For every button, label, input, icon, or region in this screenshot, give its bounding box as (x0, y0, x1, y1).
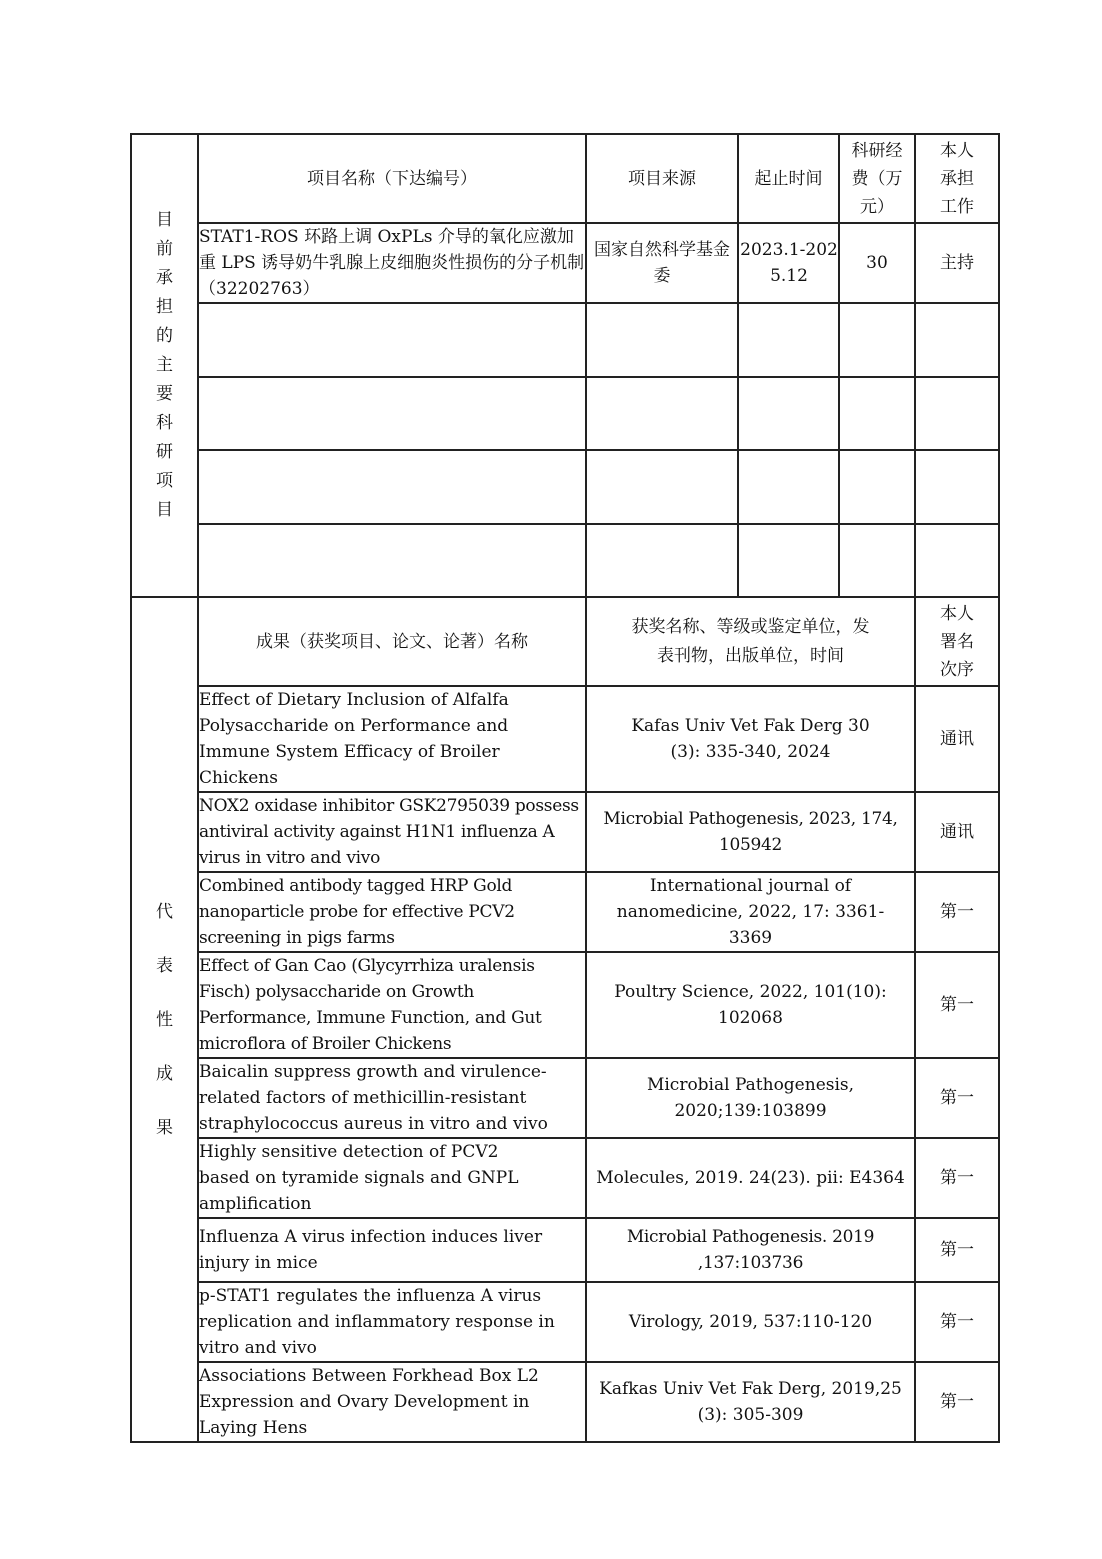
form-table (130, 133, 1000, 1443)
achievement-title: Baicalin suppress growth and virulence-related factors of methicillin-resistant straphylococcus aureus in vitro and vivo (198, 1058, 586, 1138)
achievement-publication: Virology, 2019, 537:110-120 (586, 1282, 915, 1362)
table-row (131, 952, 999, 1058)
achievement-author-order: 第一 (915, 1218, 999, 1282)
table-row (131, 223, 999, 303)
achievement-publication: Microbial Pathogenesis. 2019 ,137:103736 (586, 1218, 915, 1282)
project-role: 主持 (915, 223, 999, 303)
table-row (131, 1138, 999, 1218)
achievement-title: p-STAT1 regulates the influenza A virus replication and inflammatory response in vitro and vivo (198, 1282, 586, 1362)
empty-row (131, 450, 999, 524)
achievement-publication: Microbial Pathogenesis, 2020;139:103899 (586, 1058, 915, 1138)
achievement-author-order: 第一 (915, 872, 999, 952)
achievement-title: Highly sensitive detection of PCV2 based on tyramide signals and GNPL amplification (198, 1138, 586, 1218)
header-funding: 科研经费（万元） (839, 134, 915, 223)
project-funding: 30 (839, 223, 915, 303)
table-row (131, 686, 999, 792)
project-source: 国家自然科学基金委 (586, 223, 738, 303)
achievement-author-order: 第一 (915, 1138, 999, 1218)
achievement-author-order: 第一 (915, 1282, 999, 1362)
table-row (131, 1282, 999, 1362)
table-row (131, 1362, 999, 1442)
achievement-publication: Molecules, 2019. 24(23). pii: E4364 (586, 1138, 915, 1218)
empty-row (131, 303, 999, 377)
achievement-author-order: 第一 (915, 1058, 999, 1138)
achievement-title: Effect of Dietary Inclusion of Alfalfa Polysaccharide on Performance and Immune System Efficacy of Broiler Chickens (198, 686, 586, 792)
achievement-title: Influenza A virus infection induces liver injury in mice (198, 1218, 586, 1282)
achievement-publication: Kafkas Univ Vet Fak Derg, 2019,25 (3): 305-309 (586, 1362, 915, 1442)
achievement-title: Associations Between Forkhead Box L2 Expression and Ovary Development in Laying Hens (198, 1362, 586, 1442)
achievement-author-order: 通讯 (915, 686, 999, 792)
header-period: 起止时间 (738, 134, 839, 223)
table-row (131, 1218, 999, 1282)
table-row (131, 792, 999, 872)
achievement-author-order: 第一 (915, 952, 999, 1058)
table-row (131, 872, 999, 952)
achievement-publication: Poultry Science, 2022, 101(10): 102068 (586, 952, 915, 1058)
project-period: 2023.1-2025.12 (738, 223, 839, 303)
achievement-publication: International journal of nanomedicine, 2022, 17: 3361-3369 (586, 872, 915, 952)
achievements-section-label: 代表性成果 (131, 597, 198, 1442)
header-project-name: 项目名称（下达编号） (198, 134, 586, 223)
achievement-publication: Kafas Univ Vet Fak Derg 30 (3): 335-340, 2024 (586, 686, 915, 792)
achievement-author-order: 第一 (915, 1362, 999, 1442)
projects-section-label: 目前承担的主要科研项目 (131, 134, 198, 597)
header-role: 本人承担工作 (915, 134, 999, 223)
table-row (131, 1058, 999, 1138)
empty-row (131, 524, 999, 597)
header-publication: 获奖名称、等级或鉴定单位，发表刊物，出版单位，时间 (586, 597, 915, 686)
header-project-source: 项目来源 (586, 134, 738, 223)
header-author-order: 本人署名次序 (915, 597, 999, 686)
achievement-title: Combined antibody tagged HRP Gold nanoparticle probe for effective PCV2 screening in pigs farms (198, 872, 586, 952)
empty-row (131, 377, 999, 450)
header-achievement-title: 成果（获奖项目、论文、论著）名称 (198, 597, 586, 686)
achievement-publication: Microbial Pathogenesis, 2023, 174, 105942 (586, 792, 915, 872)
achievement-author-order: 通讯 (915, 792, 999, 872)
project-name: STAT1-ROS 环路上调 OxPLs 介导的氧化应激加重 LPS 诱导奶牛乳腺上皮细胞炎性损伤的分子机制（32202763） (198, 223, 586, 303)
achievement-title: Effect of Gan Cao (Glycyrrhiza uralensis Fisch) polysaccharide on Growth Performance, Immune Function, and Gut microflora of Broiler Chickens (198, 952, 586, 1058)
achievement-title: NOX2 oxidase inhibitor GSK2795039 possess antiviral activity against H1N1 influenza A virus in vitro and vivo (198, 792, 586, 872)
